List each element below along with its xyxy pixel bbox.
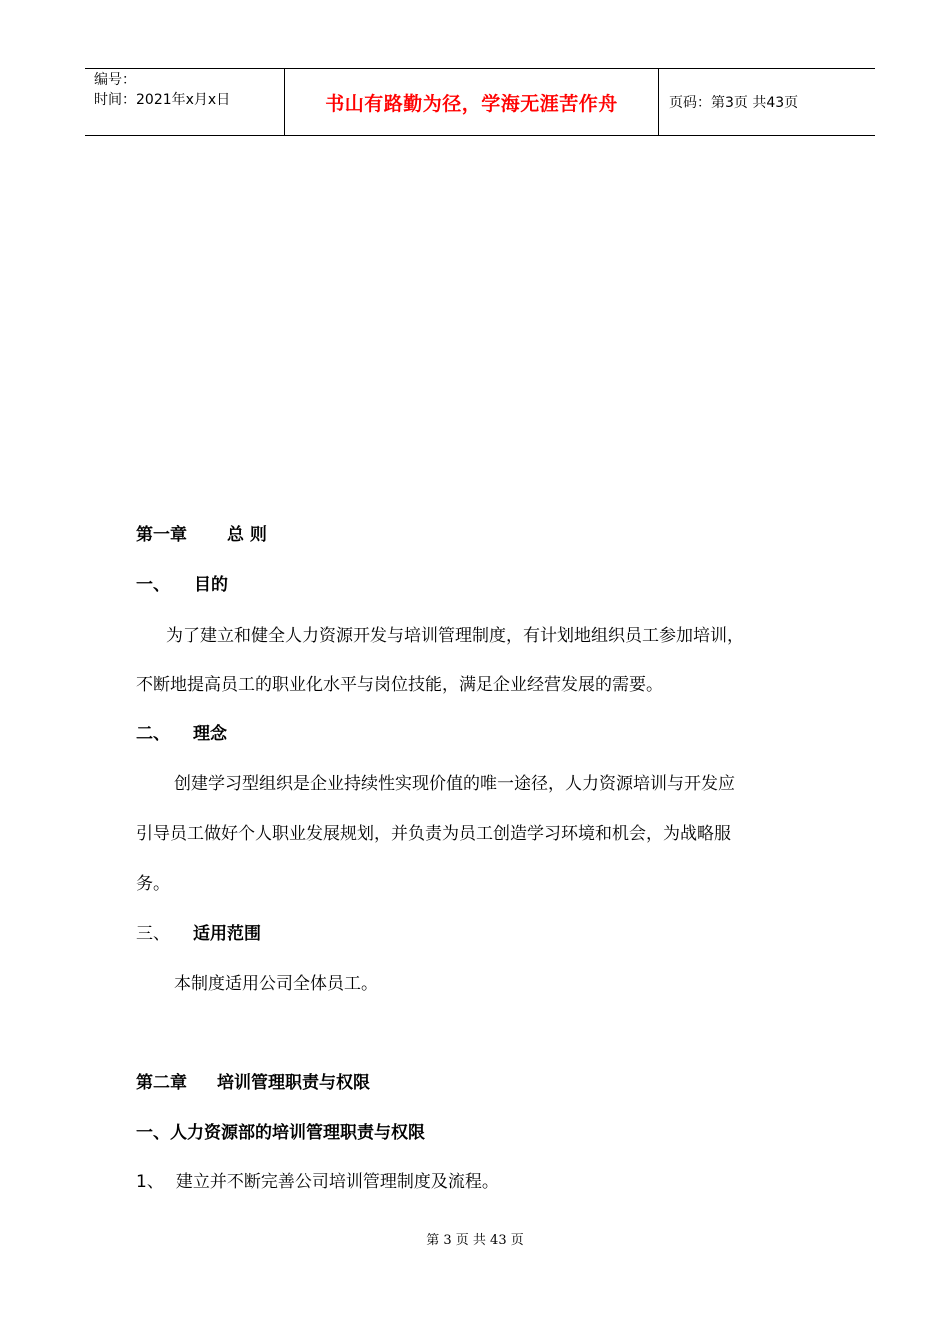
chapter-2-number: 第二章 bbox=[136, 1073, 187, 1093]
section-philosophy-heading bbox=[136, 723, 227, 745]
scope-paragraph: 本制度适用公司全体员工。 bbox=[174, 974, 378, 994]
chapter-2-heading bbox=[136, 1072, 370, 1094]
philosophy-paragraph-line-1: 创建学习型组织是企业持续性实现价值的唯一途径，人力资源培训与开发应 bbox=[174, 774, 735, 794]
hr-responsibilities-heading: 一、人力资源部的培训管理职责与权限 bbox=[136, 1123, 425, 1143]
section-scope-number: 三、 bbox=[136, 924, 170, 944]
section-philosophy-number: 二、 bbox=[136, 724, 170, 744]
purpose-paragraph-line-1: 为了建立和健全人力资源开发与培训管理制度，有计划地组织员工参加培训， bbox=[166, 626, 744, 646]
document-date-label: 时间：2021年x月x日 bbox=[94, 92, 231, 108]
page-footer: 第 3 页 共 43 页 bbox=[426, 1233, 524, 1248]
section-scope-title: 适用范围 bbox=[193, 924, 261, 944]
chapter-1-heading bbox=[136, 524, 267, 546]
list-item-1-number: 1、 bbox=[136, 1172, 164, 1192]
header-page-info: 页码：第3页 共43页 bbox=[669, 95, 799, 111]
purpose-paragraph-line-2: 不断地提高员工的职业化水平与岗位技能，满足企业经营发展的需要。 bbox=[136, 675, 663, 695]
section-scope-heading bbox=[136, 923, 261, 945]
header-page-cell bbox=[659, 69, 875, 135]
document-number-label: 编号： bbox=[94, 72, 136, 88]
chapter-1-title: 总 则 bbox=[227, 525, 267, 545]
section-purpose-number: 一、 bbox=[136, 575, 170, 595]
chapter-1-number: 第一章 bbox=[136, 525, 187, 545]
chapter-2-title: 培训管理职责与权限 bbox=[217, 1073, 370, 1093]
list-item-1 bbox=[136, 1171, 499, 1193]
philosophy-paragraph-line-3: 务。 bbox=[136, 874, 170, 894]
document-header bbox=[85, 68, 875, 136]
list-item-1-text: 建立并不断完善公司培训管理制度及流程。 bbox=[175, 1172, 499, 1192]
header-motto: 书山有路勤为径，学海无涯苦作舟 bbox=[325, 93, 618, 115]
section-purpose-title: 目的 bbox=[194, 575, 228, 595]
section-philosophy-title: 理念 bbox=[193, 724, 227, 744]
header-motto-cell bbox=[285, 69, 659, 135]
section-purpose-heading bbox=[136, 574, 228, 596]
philosophy-paragraph-line-2: 引导员工做好个人职业发展规划，并负责为员工创造学习环境和机会，为战略服 bbox=[136, 824, 731, 844]
header-info-cell bbox=[85, 69, 285, 135]
